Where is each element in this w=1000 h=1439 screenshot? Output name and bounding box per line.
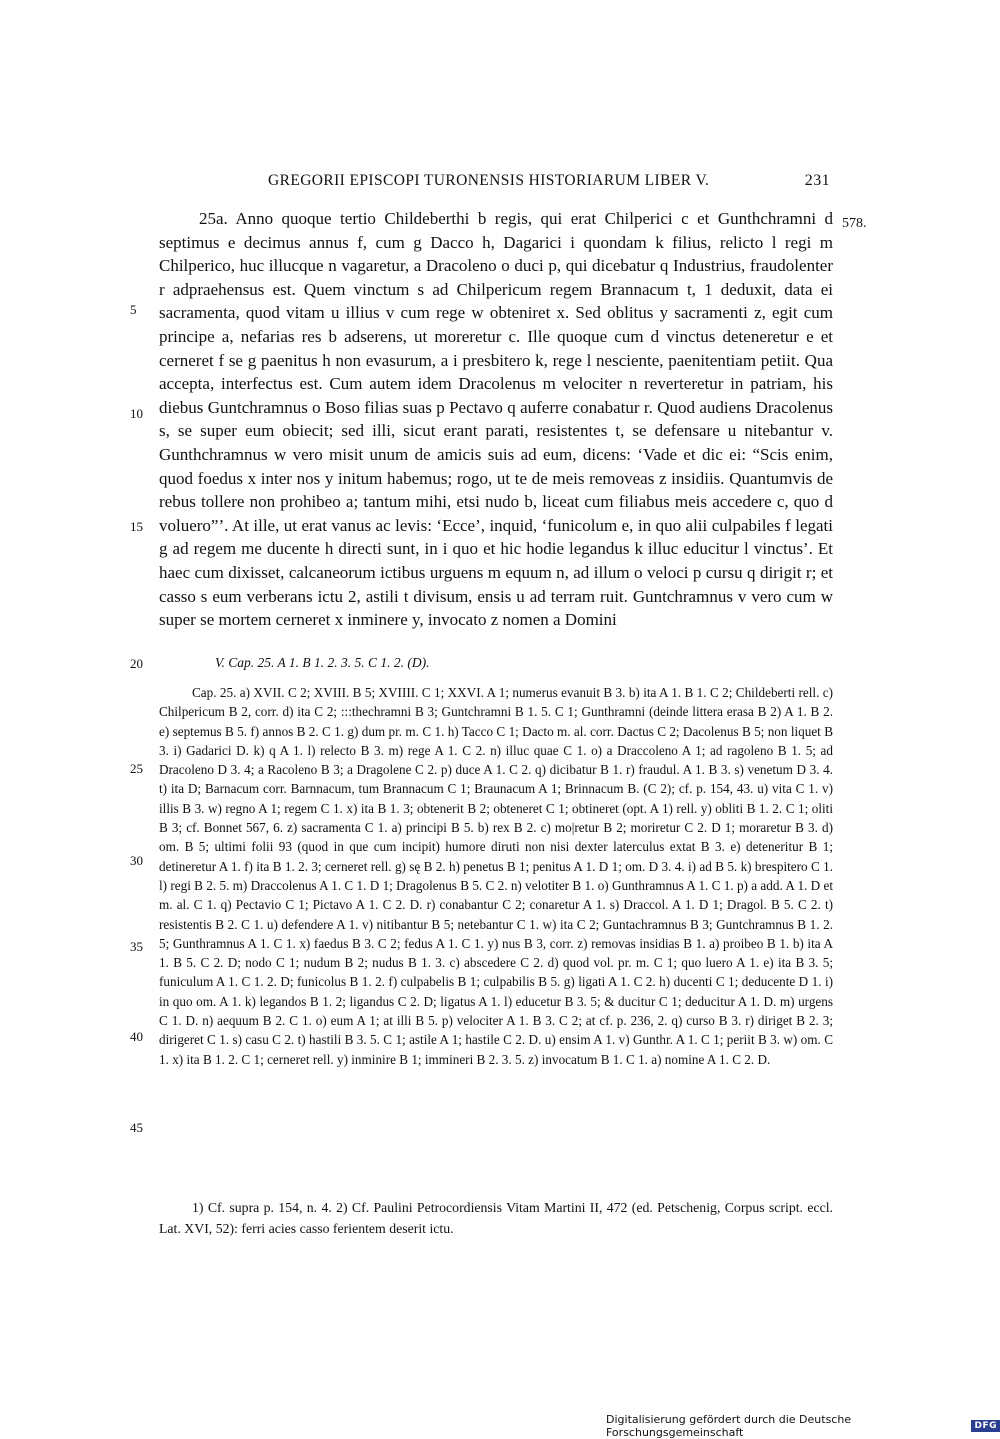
running-header <box>268 172 830 190</box>
running-title: GREGORII EPISCOPI TURONENSIS HISTORIARUM LIBER V. <box>268 172 710 189</box>
line-number: 40 <box>130 1029 143 1044</box>
main-text <box>159 207 833 632</box>
critical-apparatus <box>159 683 833 1069</box>
chapter-paragraph: 25a. Anno quoque tertio Childeberthi b regis, qui erat Chilperici c et Gunthchramni d septimus e decimus annus f, cum g Dacco h, Dagarici i quondam k filius, relicto l regi m Chilperico, huc illucque n vagaretur, a Dracoleno o duci p, qui dicebatur q Industrius, fraudolenter r adpraehensus est. Quem vinctum s ad Chilpericum regem Brannacum t, 1 deduxit, data ei sacramenta, quod vitam u illius v cum rege w obteniret x. Sed oblitus y sacramenti z, egit cum principe a, nefarias res b adserens, ut moreretur c. Ille quoque cum d vinctus deteneretur e et cerneret f se g paenitus h non evasurum, a i presbitero k, rege l nesciente, paenitentiam petiit. Qua accepta, interfectus est. Cum autem idem Dracolenus m velociter n reverteretur in patriam, his diebus Guntchramnus o Boso filias suas p Pectavo q auferre conabatur r. Quod audiens Dracolenus s, se super eum obiecit; sed illi, sicut erant parati, resistentes t, se defensare u nitebantur v. Gunthchramnus w vero misit unum de amicis suis ad eum, dicens: ‘Vade et dic ei: “Scis enim, quod foedus x inter nos y initum habemus; rogo, ut te de meis removeas z insidiis. Quantumvis de rebus tollere non prohibeo a; tantum mihi, etsi nudo b, liceat cum filiabus meis accedere c, quo d voluero”’. At ille, ut erat vanus ac levis: ‘Ecce’, inquid, ‘funicolum e, in quo alii culpabiles f legati g ad regem me ducente h directi sunt, in i quo et hic hodie legandus k illuc educitur l vinctus’. Et haec cum dixisset, calcaneorum ictibus urguens m equum n, ad illum o veloci p cursu q dirigit r; et casso s eum verberans ictu 2, astili t divisum, ensis u ad terram ruit. Guntchramnus v vero cum w super se mortem cerneret x inminere y, invocato z nomen a Domini <box>159 209 833 630</box>
line-number: 10 <box>130 406 143 421</box>
apparatus-text: Cap. 25. a) XVII. C 2; XVIII. B 5; XVIIII. C 1; XXVI. A 1; numerus evanuit B 3. b) ita A 1. B 1. C 2; Childeberti rell. c) Chilpericum B 2, corr. d) ita C 2; :::thechramni B 3; Guntchramni B 1. 5. C 1; Gunthramni (deinde littera erasa B 2) A 1. B 2. e) septemus B 5. f) annos B 2. C 1. g) dum pr. m. C 1. h) Tacco C 1; Dacto m. al. corr. Dactus C 2; Dacolenus B 5; non liquet B 3. i) Gadarici D. k) q A 1. l) relecto B 3. m) rege A 1. C 2. n) illuc quae C 1. o) a Draccoleno A 1; ad ragoleno B 1. 5; ad Dracoleno D 3. 4; a Racoleno B 3; a Dragolene C 2. p) duce A 1. C 2. q) dicibatur B 1. r) fraudul. A 1. B 3. s) venetum D 3. 4. t) ita D; Barnacum corr. Barnnacum, tum Brannacum C 1; Braunacum A 1; Brinnacum B. (C 2); cf. p. 154, 43. u) vita C 1. v) illis B 3. w) regno A 1; regem C 1. x) ita B 1. 3; obtenerit B 2; obteneret C 1; obtineret (opt. A 1) rell. y) obliti B 1. 2. C 1; oliti B 3; cf. Bonnet 567, 6. z) sacramenta C 1. a) principi B 5. b) rex B 2. c) mo|retur B 2; moriretur C 2. D 1; moraretur B 3. d) om. B 5; ultimi folii 93 (quod in que cum incipit) humore diruti non nisi dexter laterculus extat B 3. e) deteneritur B 1; detineretur A 1. f) ita B 1. 2. 3; cerneret rell. g) sę B 2. h) penetus B 1; penitus A 1. D 1; om. D 3. 4. i) ad B 5. k) brespitero C 1. l) regi B 2. 5. m) Draccolenus A 1. C 1. D 1; Dragolenus B 5. C 2. n) velotiter B 1. o) Gunthramnus A 1. C 1. p) a add. A 1. D et m. al. C 1. q) Pectavio C 1; Pictavo A 1. C 2. D. r) conabantur C 2; conaretur A 1. s) Draccol. A 1. D 1; Dragol. B 5. C 2. t) resistentis B 2. C 1. u) defendere A 1. v) nitibantur B 5; netebantur C 1. w) ita C 2; Guntachramnus B 3; Guntchramnus B 1. 2. 5; Gunthramnus A 1. C 1. x) faedus B 3. C 2; fedus A 1. C 1. y) nus B 3, corr. z) removas insidias B 1. a) proibeo B 1. b) ita A 1. B 5. C 2. D; nodo C 1; nudum B 2; nudus B 1. 3. c) abscedere C 2. d) quod vol. pr. m. C 1; quo luero A 1. e) ita B 3. 5; funiculum A 1. C 1. 2. D; funicolus B 1. 2. f) culpabelis B 1; culpabilis B 5. g) ligati A 1. C 2. h) ducenti C 1; deducente D 1. i) in quo om. A 1. k) legandos B 1. 2; ligandus C 2. D; ligatus A 1. l) educetur B 3. 5; & ducitur C 1; deducitur A 1. D. m) urgens C 1. D. n) aequum B 2. C 1. o) eum A 1; at illi B 5. p) velociter A 1. B 3. C 2; at cf. p. 236, 2. q) curso B 3. r) diriget B 2. 3; dirigeret C 1. s) casu C 2. t) hastili B 3. 5. C 1; astile A 1; hastile C 2. D. u) ensim A 1. v) Gunthr. A 1. C 1; periit B 3. w) om. C 1. x) ita B 1. 2. C 1; cerneret rell. y) inminire B 1; immineri B 2. 3. 5. z) invocatum B 1. C 1. a) nomine A 1. C 2. D. <box>159 685 833 1067</box>
line-number: 45 <box>130 1120 143 1135</box>
line-number: 35 <box>130 939 143 954</box>
margin-year: 578. <box>842 216 867 231</box>
dfg-logo: DFG <box>971 1420 1000 1432</box>
line-number: 20 <box>130 656 143 671</box>
page-number: 231 <box>804 172 830 189</box>
footnote: 1) Cf. supra p. 154, n. 4. 2) Cf. Paulini Petrocordiensis Vitam Martini II, 472 (ed. Petschenig, Corpus script. eccl. Lat. XVI, 52): ferri acies casso ferientem deserit ictu. <box>159 1200 833 1236</box>
line-number: 5 <box>130 302 137 317</box>
line-number: 30 <box>130 853 143 868</box>
footer-text: Digitalisierung gefördert durch die Deutsche Forschungsgemeinschaft <box>606 1413 852 1439</box>
line-number: 25 <box>130 761 143 776</box>
digitization-footer <box>606 1413 1000 1439</box>
line-number: 15 <box>130 519 143 534</box>
footnotes <box>159 1197 833 1239</box>
manuscript-sigla: V. Cap. 25. A 1. B 1. 2. 3. 5. C 1. 2. (D). <box>215 655 430 670</box>
